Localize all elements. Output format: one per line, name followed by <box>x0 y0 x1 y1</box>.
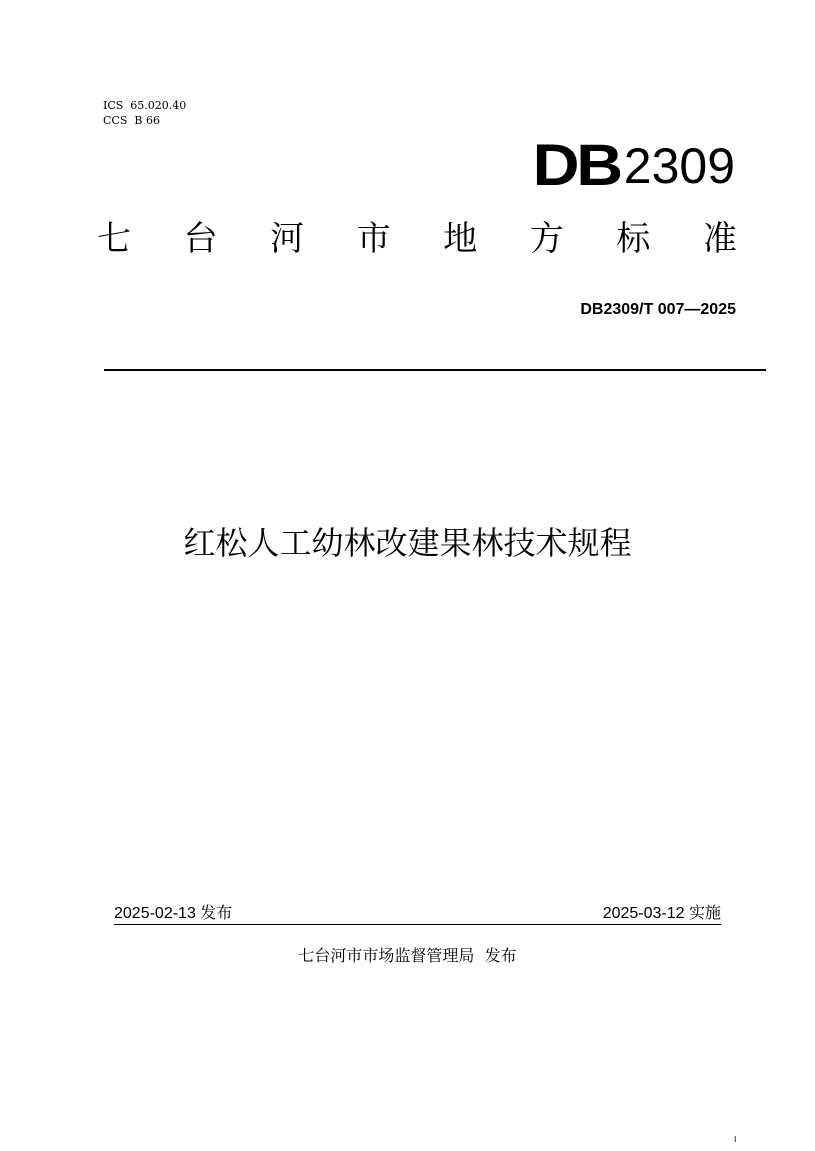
document-title: 红松人工幼林改建果林技术规程 <box>183 524 632 562</box>
standard-type-char: 市 <box>356 219 391 259</box>
standard-type-char: 河 <box>270 219 305 259</box>
standard-type-char: 方 <box>529 219 564 259</box>
db-logo-code: 2309 <box>623 138 735 194</box>
top-divider <box>104 369 766 371</box>
effective-date: 2025-03-12 实施 <box>602 905 721 922</box>
db-logo <box>532 133 735 198</box>
issuing-authority: 七台河市市场监督管理局 发布 <box>298 946 517 965</box>
standard-type-char: 七 <box>97 219 131 259</box>
standard-type-char: 台 <box>183 219 218 259</box>
page-number: I <box>734 1135 737 1144</box>
standard-type-char: 标 <box>616 219 651 259</box>
standard-type-char: 准 <box>702 219 737 259</box>
standard-number: DB2309/T 007—2025 <box>580 301 736 318</box>
ccs-code: CCS B 66 <box>103 114 160 127</box>
publish-date: 2025-02-13 发布 <box>114 905 233 922</box>
ics-code: ICS 65.020.40 <box>103 99 187 112</box>
db-logo-letters: DB <box>532 133 620 198</box>
standard-type-char: 地 <box>443 219 478 259</box>
standard-type-title <box>97 214 737 264</box>
date-divider <box>114 924 721 925</box>
